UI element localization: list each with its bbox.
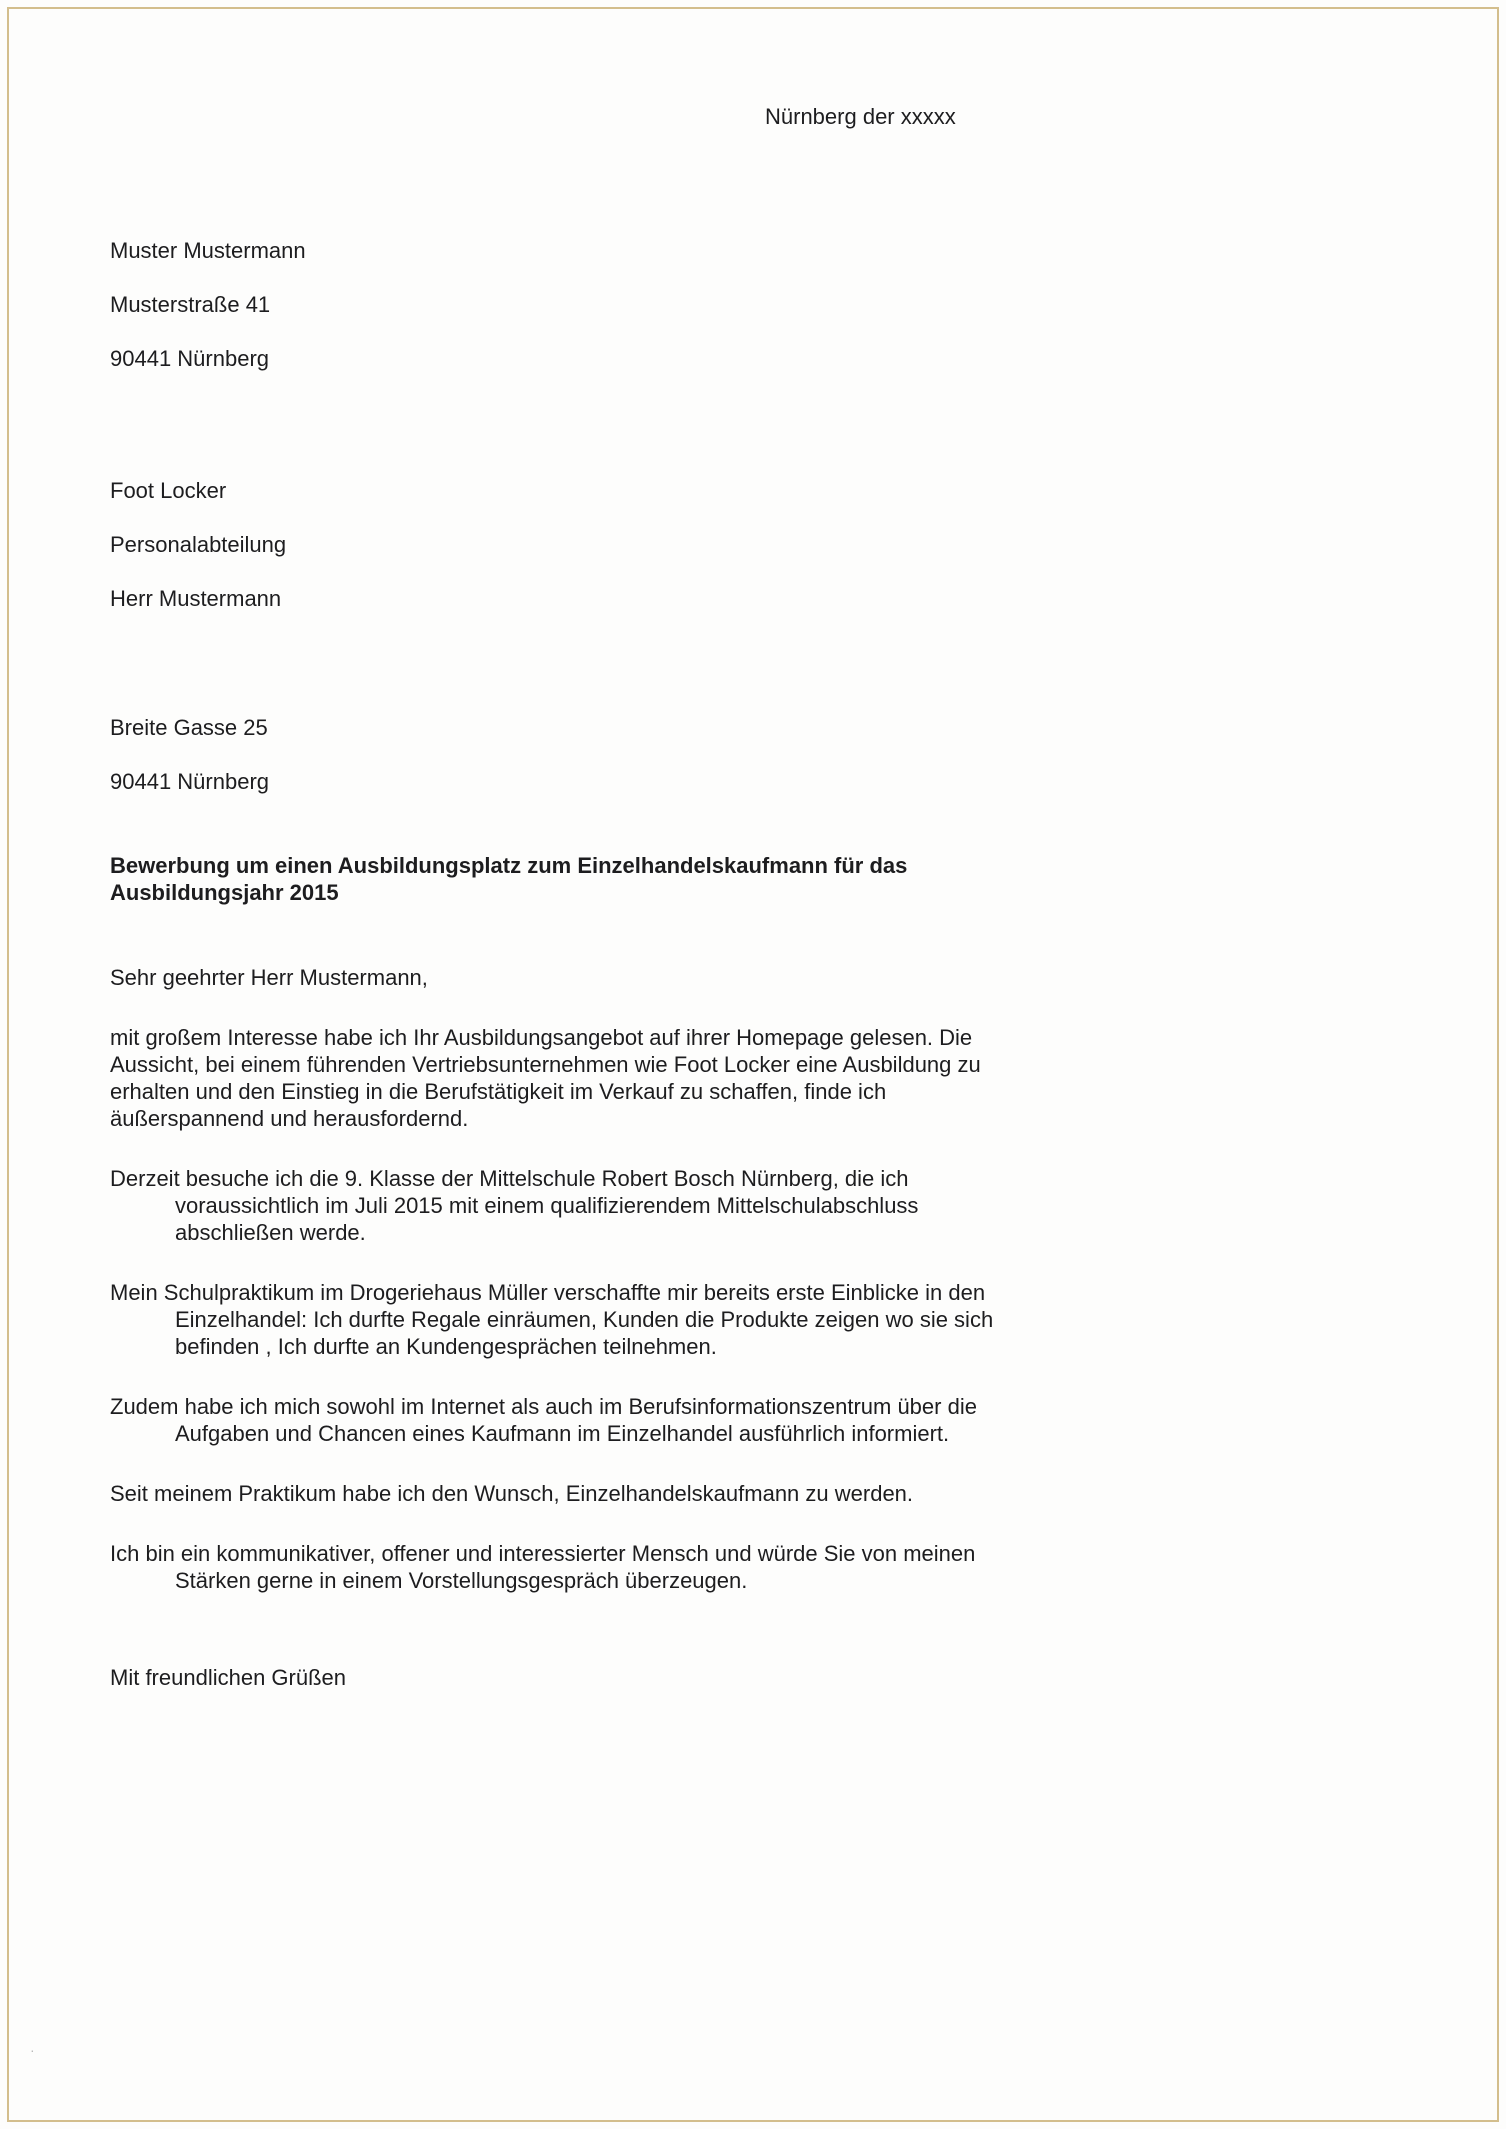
paragraph-2: Derzeit besuche ich die 9. Klasse der Mittelschule Robert Bosch Nürnberg, die ich voraussichtlich im Juli 2015 mit einem qualifizierendem Mittelschulabschluss abschließen werde. [110,1166,919,1245]
recipient-street: Breite Gasse 25 [110,715,268,740]
page-artifact-mark: · [30,2042,35,2058]
paragraph-6: Ich bin ein kommunikativer, offener und interessierter Mensch und würde Sie von meinen Stärken gerne in einem Vorstellungsgespräch überzeugen. [110,1541,976,1593]
salutation: Sehr geehrter Herr Mustermann, [110,965,428,990]
subject-line: Bewerbung um einen Ausbildungsplatz zum Einzelhandelskaufmann für das Ausbildungsjahr 2015 [110,853,908,905]
sender-block [110,210,1010,399]
paragraph-3: Mein Schulpraktikum im Drogeriehaus Müller verschaffte mir bereits erste Einblicke in den Einzelhandel: Ich durfte Regale einräumen, Kunden die Produkte zeigen wo sie sich befinden , Ich durfte an Kundengesprächen teilnehmen. [110,1280,994,1359]
recipient-company: Foot Locker [110,478,227,503]
sender-city: 90441 Nürnberg [110,346,270,371]
recipient-contact: Herr Mustermann [110,586,282,611]
dateline: Nürnberg der xxxxx [765,104,956,129]
paragraph-4: Zudem habe ich mich sowohl im Internet als auch im Berufsinformationszentrum über die Aufgaben und Chancen eines Kaufmann im Einzelhandel ausführlich informiert. [110,1394,977,1446]
paragraph-5: Seit meinem Praktikum habe ich den Wunsch, Einzelhandelskaufmann zu werden. [110,1481,914,1506]
sender-street: Musterstraße 41 [110,292,271,317]
recipient-block [110,450,1010,639]
recipient-city: 90441 Nürnberg [110,769,270,794]
recipient-address-block [110,687,1010,822]
recipient-department: Personalabteilung [110,532,287,557]
sender-name: Muster Mustermann [110,238,306,263]
letter-content [110,0,1010,1691]
closing-line: Mit freundlichen Grüßen [110,1665,346,1690]
paragraph-1: mit großem Interesse habe ich Ihr Ausbildungsangebot auf ihrer Homepage gelesen. Die Aussicht, bei einem führenden Vertriebsunternehmen wie Foot Locker eine Ausbildung zu erhalten und den Einstieg in die Berufstätigkeit im Verkauf zu schaffen, finde ich äußerspannend und herausfordernd. [110,1025,981,1131]
